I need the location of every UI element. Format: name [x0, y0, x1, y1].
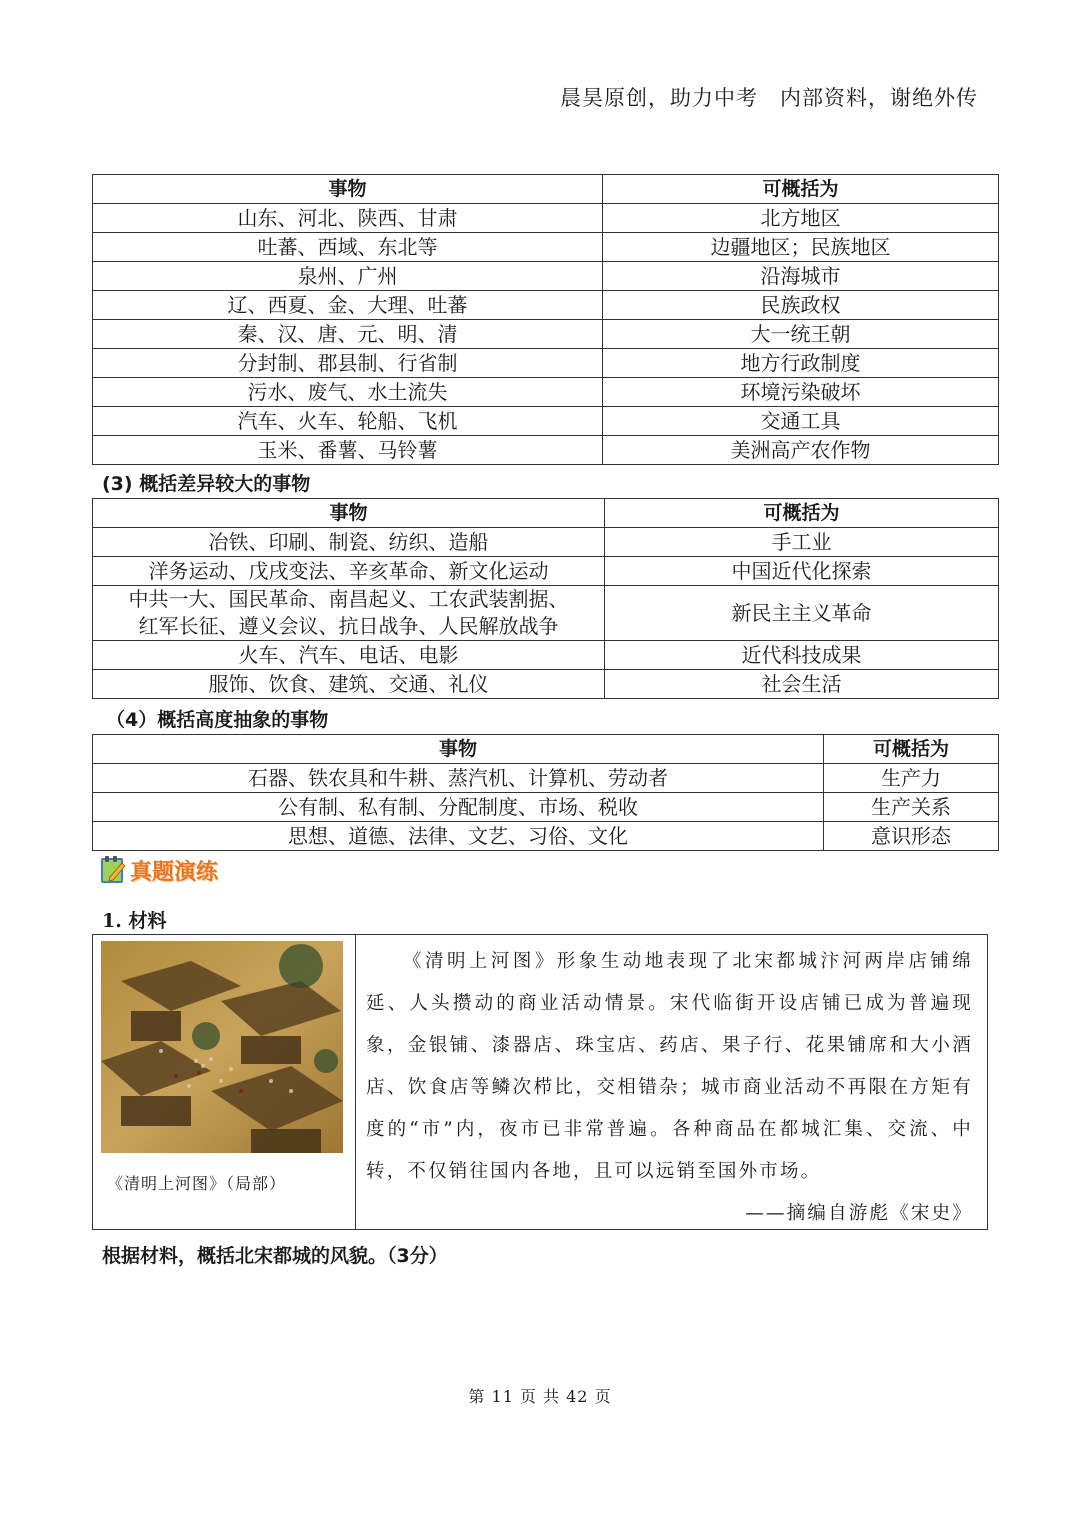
question-prompt: 根据材料，概括北宋都城的风貌。（3分）	[102, 1245, 448, 1267]
table-cell: 洋务运动、戊戌变法、辛亥革命、新文化运动	[93, 557, 605, 586]
table-cell: 石器、铁农具和牛耕、蒸汽机、计算机、劳动者	[93, 764, 824, 793]
material-box	[92, 934, 988, 1230]
summary-table-3	[92, 734, 999, 851]
page-footer: 第 11 页 共 42 页	[468, 1387, 612, 1406]
table-row	[93, 349, 999, 378]
table-row	[93, 436, 999, 465]
table-cell: 山东、河北、陕西、甘肃	[93, 204, 603, 233]
table-cell-line: 中共一大、国民革命、南昌起义、工农武装割据、	[128, 587, 569, 611]
table-row	[93, 528, 999, 557]
table-cell: 民族政权	[603, 291, 999, 320]
table-row	[93, 233, 999, 262]
table-header-cell: 可概括为	[603, 175, 999, 204]
table-cell: 意识形态	[824, 822, 999, 851]
image-caption: 《清明上河图》（局部）	[107, 1174, 287, 1193]
table-cell: 近代科技成果	[605, 641, 999, 670]
practice-heading-label: 真题演练	[130, 859, 219, 885]
table-header-cell: 事物	[93, 175, 603, 204]
table-row	[93, 291, 999, 320]
table-cell: 地方行政制度	[603, 349, 999, 378]
qingming-painting-image	[101, 941, 343, 1153]
table-row	[93, 670, 999, 699]
table-cell: 生产力	[824, 764, 999, 793]
table-row	[93, 204, 999, 233]
table-cell: 大一统王朝	[603, 320, 999, 349]
table-cell: 污水、废气、水土流失	[93, 378, 603, 407]
table-cell: 环境污染破坏	[603, 378, 999, 407]
table-row	[93, 586, 999, 641]
table-row	[93, 320, 999, 349]
table-cell: 火车、汽车、电话、电影	[93, 641, 605, 670]
table-row	[93, 557, 999, 586]
table-header-row	[93, 175, 999, 204]
table-row	[93, 764, 999, 793]
table-cell-line: 红军长征、遵义会议、抗日战争、人民解放战争	[138, 614, 559, 638]
table-cell: 分封制、郡县制、行省制	[93, 349, 603, 378]
table-cell: 手工业	[605, 528, 999, 557]
section-4-title: （4）概括高度抽象的事物	[106, 709, 329, 731]
table-cell: 辽、西夏、金、大理、吐蕃	[93, 291, 603, 320]
table-header-cell: 可概括为	[605, 499, 999, 528]
table-row	[93, 378, 999, 407]
table-cell: 思想、道德、法律、文艺、习俗、文化	[93, 822, 824, 851]
table-row	[93, 822, 999, 851]
table-cell: 交通工具	[603, 407, 999, 436]
table-cell: 服饰、饮食、建筑、交通、礼仪	[93, 670, 605, 699]
table-cell: 玉米、番薯、马铃薯	[93, 436, 603, 465]
table-cell	[93, 586, 605, 641]
section-3-title: (3) 概括差异较大的事物	[102, 473, 311, 495]
table-cell: 泉州、广州	[93, 262, 603, 291]
table-cell: 生产关系	[824, 793, 999, 822]
summary-table-1	[92, 174, 999, 465]
table-row	[93, 262, 999, 291]
table-cell: 边疆地区；民族地区	[603, 233, 999, 262]
table-cell: 吐蕃、西域、东北等	[93, 233, 603, 262]
table-row	[93, 793, 999, 822]
table-row	[93, 641, 999, 670]
table-row	[93, 407, 999, 436]
table-cell: 秦、汉、唐、元、明、清	[93, 320, 603, 349]
material-source: ——摘编自游彪《宋史》	[745, 1203, 973, 1224]
table-cell: 沿海城市	[603, 262, 999, 291]
table-header-row	[93, 735, 999, 764]
table-cell: 公有制、私有制、分配制度、市场、税收	[93, 793, 824, 822]
table-cell: 汽车、火车、轮船、飞机	[93, 407, 603, 436]
summary-table-2	[92, 498, 999, 699]
material-image-panel	[93, 935, 356, 1229]
practice-heading	[100, 850, 218, 890]
table-cell: 中国近代化探索	[605, 557, 999, 586]
table-header-cell: 事物	[93, 499, 605, 528]
table-cell: 冶铁、印刷、制瓷、纺织、造船	[93, 528, 605, 557]
table-cell: 新民主主义革命	[605, 586, 999, 641]
table-header-cell: 可概括为	[824, 735, 999, 764]
table-cell: 北方地区	[603, 204, 999, 233]
header-note: 晨昊原创，助力中考 内部资料，谢绝外传	[560, 86, 978, 110]
notebook-pencil-icon	[100, 855, 128, 885]
table-header-row	[93, 499, 999, 528]
material-text-panel	[356, 935, 987, 1229]
table-cell: 美洲高产农作物	[603, 436, 999, 465]
material-text: 《清明上河图》形象生动地表现了北宋都城汴河两岸店铺绵延、人头攒动的商业活动情景。宋代临街开设店铺已成为普遍现象，金银铺、漆器店、珠宝店、药店、果子行、花果铺席和大小酒店、饮食店等鳞次栉比，交相错杂；城市商业活动不再限在方矩有度的“市”内，夜市已非常普遍。各种商品在都城汇集、交流、中转，不仅销往国内各地，且可以远销至国外市场。	[366, 951, 973, 1182]
question-1-label: 1. 材料	[102, 910, 167, 932]
table-header-cell: 事物	[93, 735, 824, 764]
table-cell: 社会生活	[605, 670, 999, 699]
